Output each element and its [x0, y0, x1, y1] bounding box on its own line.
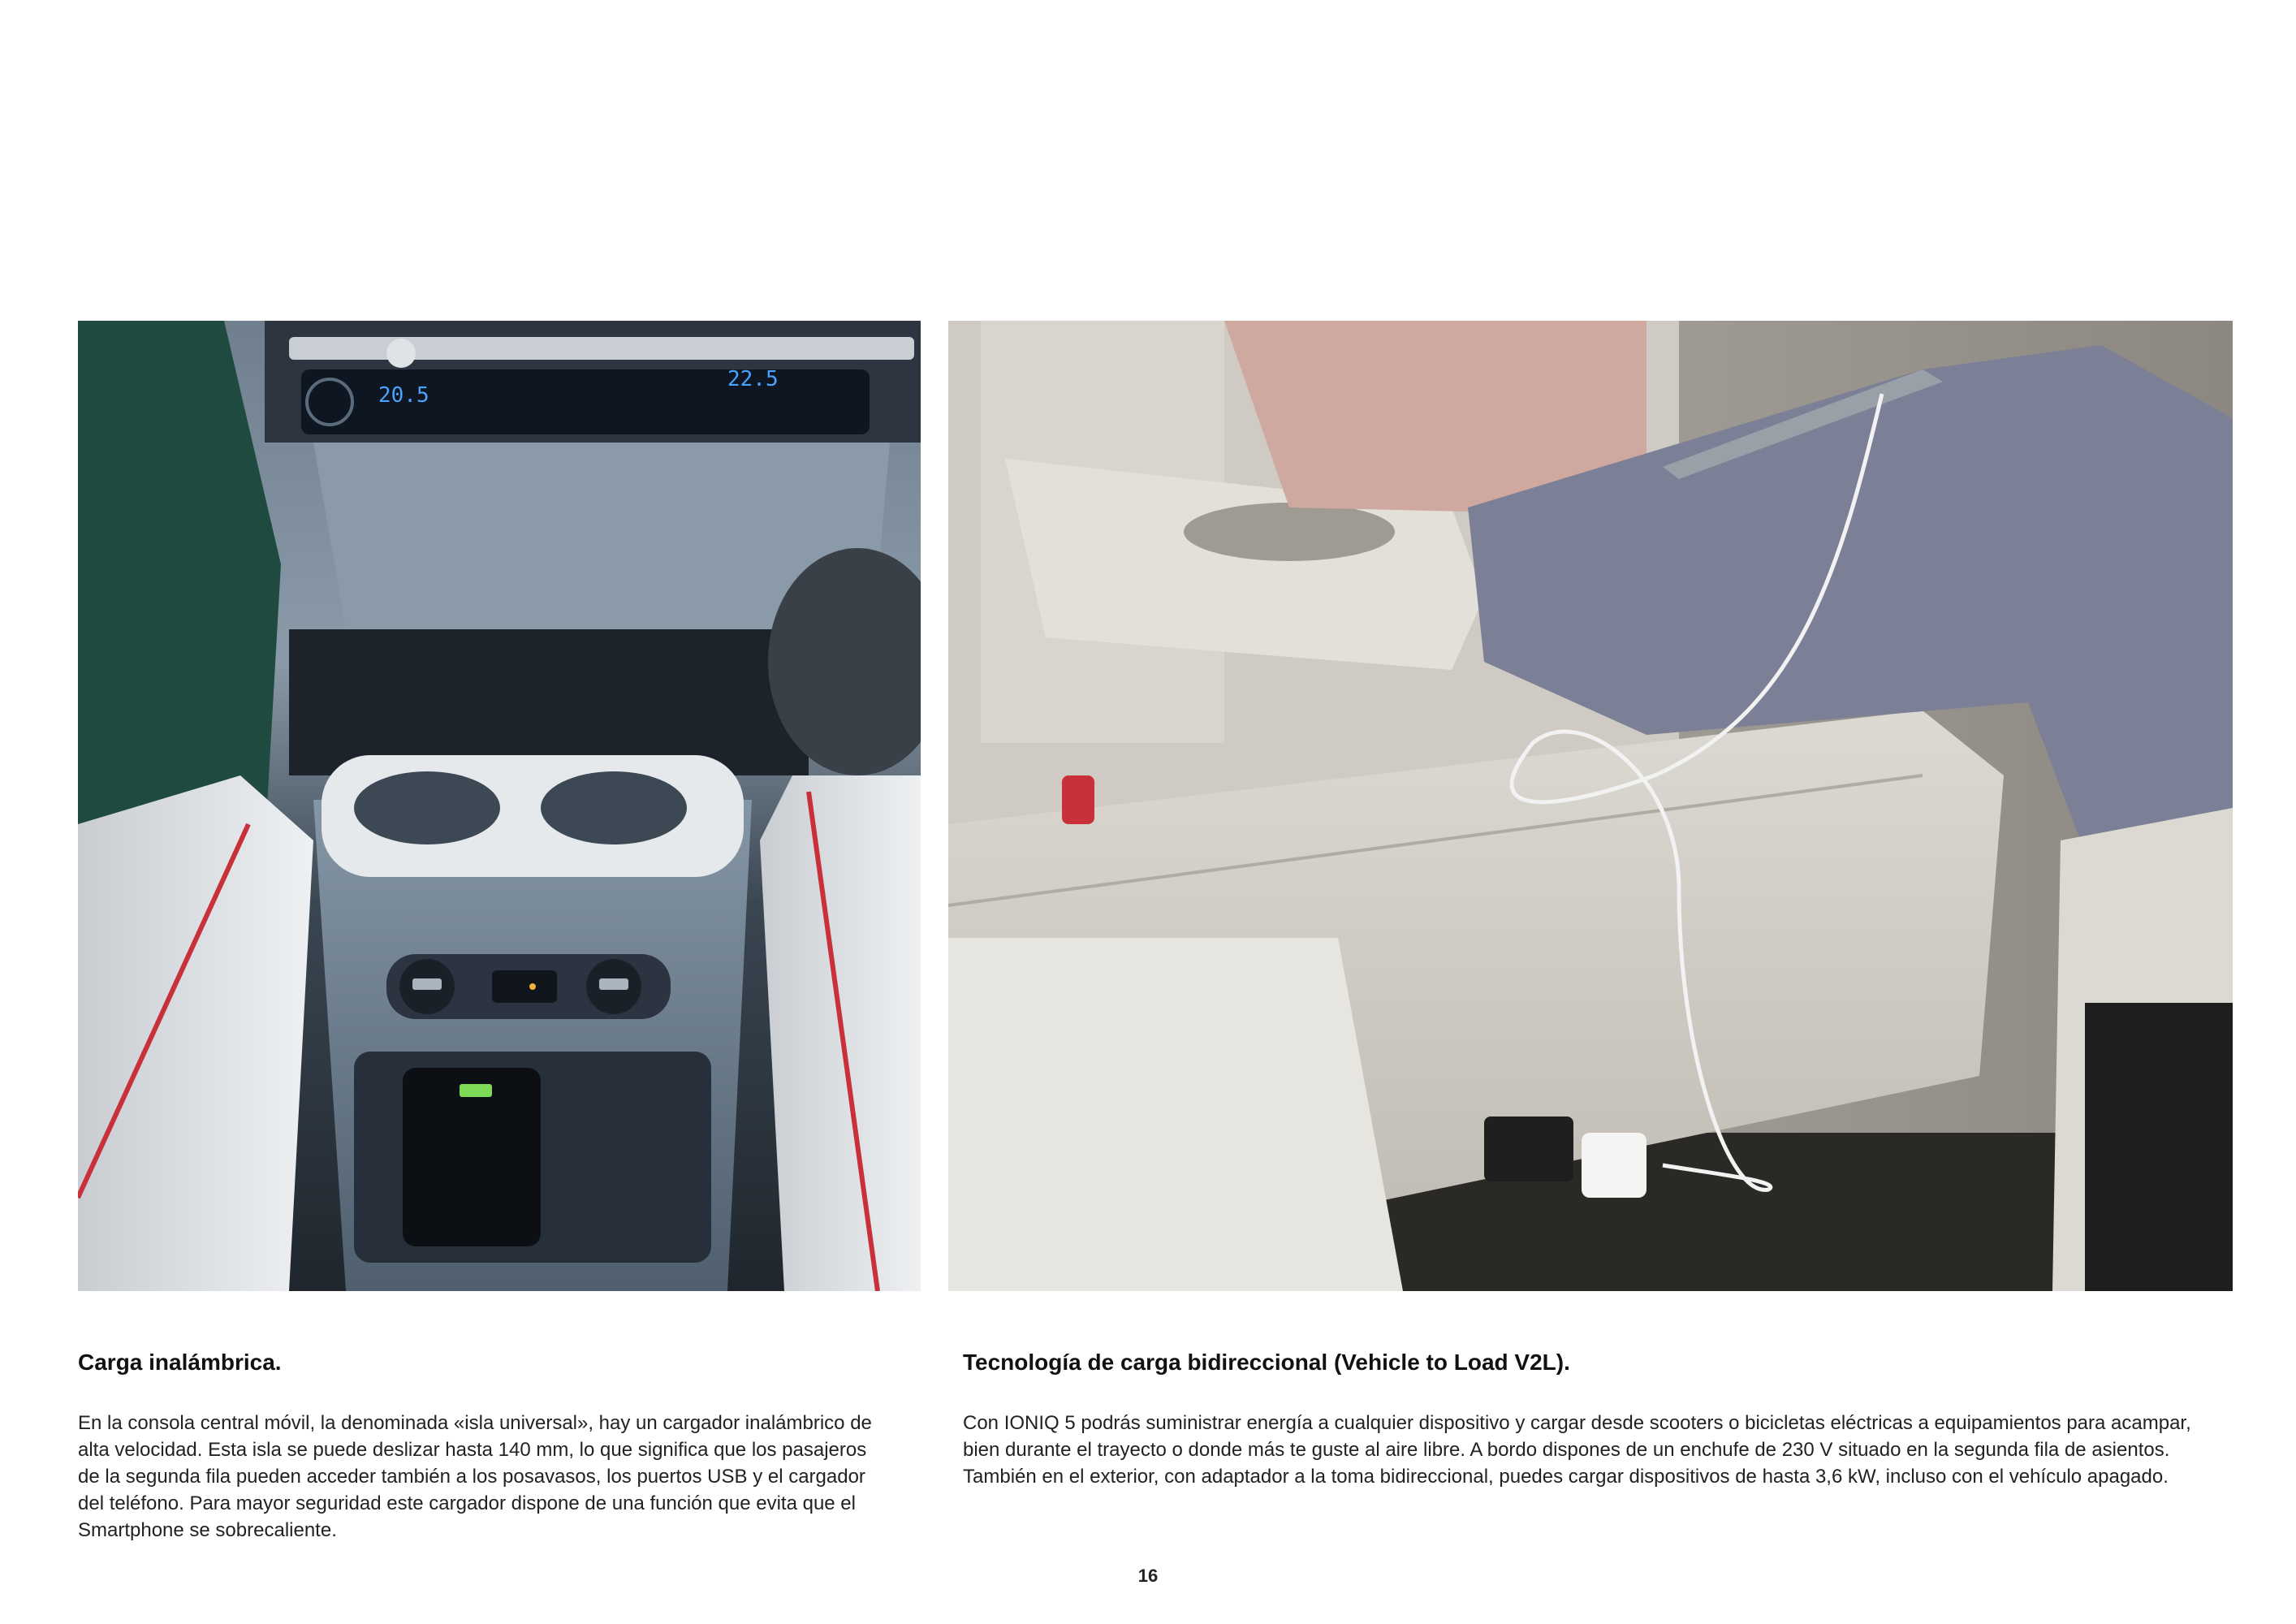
charging-indicator-icon: [460, 1084, 492, 1097]
section-title-wireless-charging: Carga inalámbrica.: [78, 1350, 282, 1375]
power-adapter: [1582, 1133, 1646, 1198]
caption-wireless-charging: [78, 1348, 890, 1544]
photo-wireless-charging-console: [78, 321, 921, 1291]
section-body-v2l: Con IONIQ 5 podrás suministrar energía a cualquier dispositivo y cargar desde scooters o bicicletas eléctricas a equipamientos para acampar, bien durante el trayecto o donde más te guste al aire libre. A bordo dispones de un enchufe de 230 V situado en la segunda fila de asientos. También en el exterior, con adaptador a la toma bidireccional, puedes cargar dispositivos de hasta 3,6 kW, incluso con el vehículo apagado.: [963, 1412, 2191, 1488]
temp-left-readout: 20.5: [378, 383, 429, 408]
console-illustration: [78, 321, 921, 1291]
section-title-v2l: Tecnología de carga bidireccional (Vehicle to Load V2L).: [963, 1350, 1570, 1375]
v2l-outlet: [1484, 1116, 1573, 1181]
hvac-strip: [289, 337, 914, 360]
caption-v2l: [963, 1348, 2229, 1490]
section-body-wireless-charging: En la consola central móvil, la denominada «isla universal», hay un cargador inalámbrico de alta velocidad. Esta isla se puede deslizar hasta 140 mm, lo que significa que los pasajeros de la segunda fila pueden acceder también a los posavasos, los puertos USB y el cargador del teléfono. Para mayor seguridad este cargador dispone de una función que evita que el Smartphone se sobrecaliente.: [78, 1412, 872, 1541]
seatbelt-buckle: [1062, 775, 1094, 824]
temp-right-readout: 22.5: [727, 367, 779, 391]
usb-port-icon: [412, 978, 442, 990]
page-number: 16: [1137, 1566, 1159, 1586]
photo-v2l-rear-seat: [948, 321, 2233, 1291]
rear-seat-illustration: [948, 321, 2233, 1291]
usb-port-icon: [599, 978, 628, 990]
